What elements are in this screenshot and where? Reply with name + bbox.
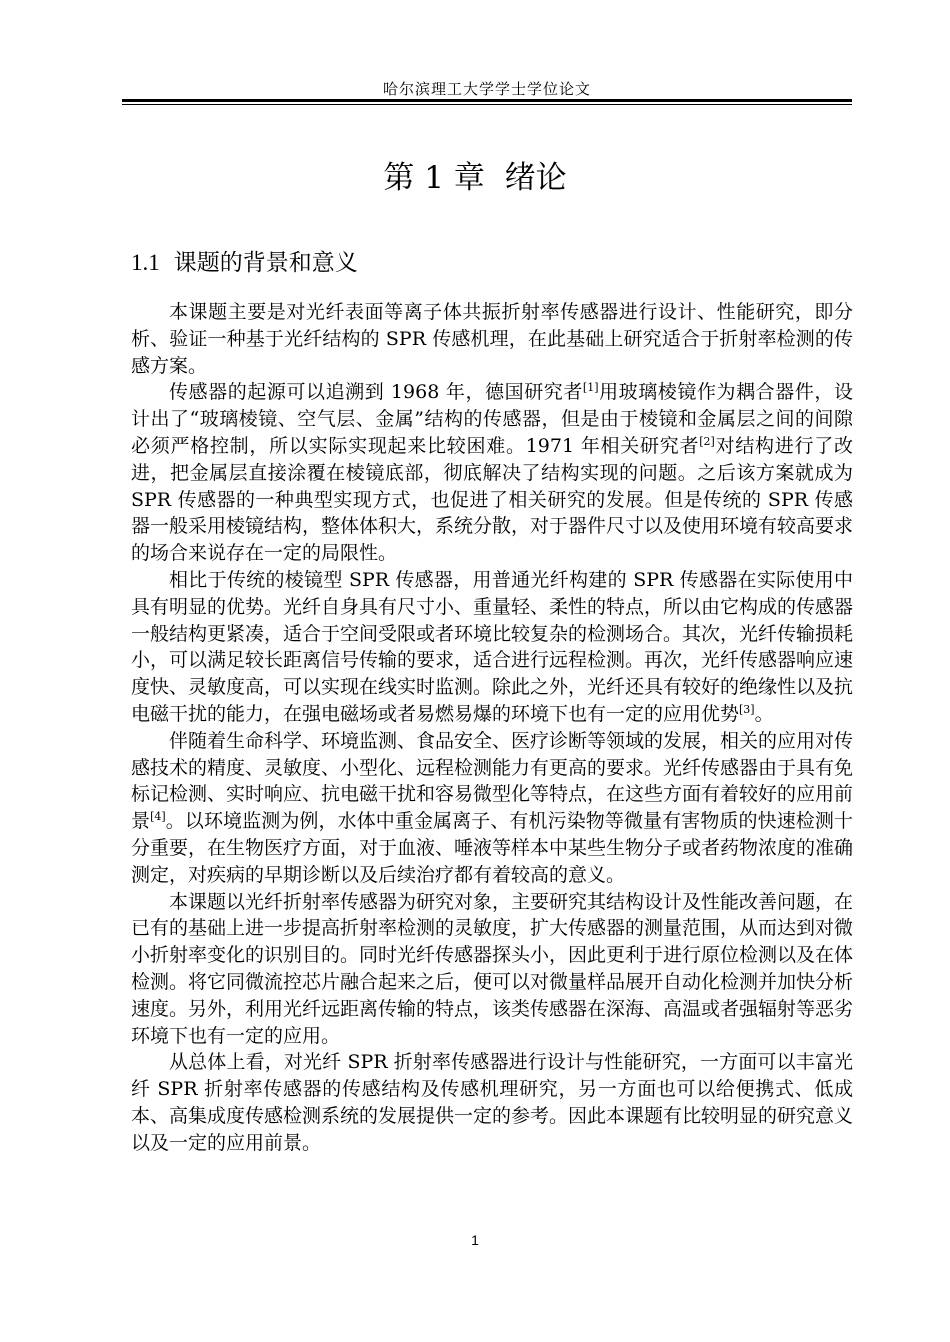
- paragraph-text: 对结构进行了改进，把金属层直接涂覆在棱镜底部，彻底解决了结构实现的问题。之后该方案就成为 SPR 传感器的一种典型实现方式，也促进了相关研究的发展。但是传统的 SPR 传感器一般采用棱镜结构，整体体积大，系统分散，对于器件尺寸以及使用环境有较高要求的场合来说存在一定的局限性。: [131, 434, 854, 565]
- body-text: [131, 299, 853, 1157]
- paragraph-text: 。以环境监测为例，水体中重金属离子、有机污染物等微量有害物质的快速检测十分重要，在生物医疗方面，对于血液、唾液等样本中某些生物分子或者药物浓度的准确测定，对疾病的早期诊断以及后续治疗都有着较高的意义。: [131, 810, 854, 886]
- paragraph: [131, 728, 853, 889]
- page-number: 1: [471, 1232, 479, 1248]
- header-rule-thick: [122, 99, 852, 102]
- paragraph: [131, 567, 853, 728]
- paragraph-text: 本课题以光纤折射率传感器为研究对象，主要研究其结构设计及性能改善问题，在已有的基础上进一步提高折射率检测的灵敏度，扩大传感器的测量范围，从而达到对微小折射率变化的识别目的。同时光纤传感器探头小，因此更利于进行原位检测以及在体检测。将它同微流控芯片融合起来之后，便可以对微量样品展开自动化检测并加快分析速度。另外，利用光纤远距离传输的特点，该类传感器在深海、高温或者强辐射等恶劣环境下也有一定的应用。: [131, 890, 854, 1047]
- section-number: 1.1: [131, 250, 160, 275]
- header-rule-thin: [122, 104, 852, 105]
- paragraph-text: 。: [754, 702, 774, 725]
- page-header: 哈尔滨理工大学学士学位论文: [382, 80, 591, 98]
- chapter-title: [0, 152, 950, 197]
- chapter-name: 绪论: [504, 160, 567, 196]
- paragraph-text: 从总体上看，对光纤 SPR 折射率传感器进行设计与性能研究，一方面可以丰富光纤 SPR 折射率传感器的传感结构及传感机理研究，另一方面也可以给便携式、低成本、高集成度传感检测系统的发展提供一定的参考。因此本课题有比较明显的研究意义以及一定的应用前景。: [131, 1051, 854, 1154]
- paragraph: [131, 889, 853, 1050]
- paragraph: [131, 299, 853, 379]
- paragraph: [131, 1049, 853, 1156]
- paragraph-text: 相比于传统的棱镜型 SPR 传感器，用普通光纤构建的 SPR 传感器在实际使用中具有明显的优势。光纤自身具有尺寸小、重量轻、柔性的特点，所以由它构成的传感器一般结构更紧凑，适合于空间受限或者环境比较复杂的检测场合。其次，光纤传输损耗小，可以满足较长距离信号传输的要求，适合进行远程检测。再次，光纤传感器响应速度快、灵敏度高，可以实现在线实时监测。除此之外，光纤还具有较好的绝缘性以及抗电磁干扰的能力，在强电磁场或者易燃易爆的环境下也有一定的应用优势: [131, 568, 854, 725]
- paragraph-text: 传感器的起源可以追溯到 1968 年，德国研究者: [169, 381, 583, 404]
- citation-ref: [4]: [150, 810, 166, 824]
- paragraph-text: 伴随着生命科学、环境监测、食品安全、医疗诊断等领域的发展，相关的应用对传感技术的精度、灵敏度、小型化、远程检测能力有更高的要求。光纤传感器由于具有免标记检测、实时响应、抗电磁干扰和容易微型化等特点，在这些方面有着较好的应用前景: [131, 729, 854, 833]
- citation-ref: [2]: [699, 434, 715, 448]
- citation-ref: [3]: [739, 702, 755, 716]
- paragraph: [131, 379, 853, 567]
- section-name: 课题的背景和意义: [173, 250, 358, 276]
- section-heading: [131, 244, 358, 277]
- chapter-number: 第 1 章: [383, 160, 485, 196]
- paragraph-text: 本课题主要是对光纤表面等离子体共振折射率传感器进行设计、性能研究，即分析、验证一种基于光纤结构的 SPR 传感机理，在此基础上研究适合于折射率检测的传感方案。: [131, 301, 853, 377]
- citation-ref: [1]: [582, 381, 599, 395]
- paragraph-text: 用玻璃棱镜作为耦合器件，设计出了“玻璃棱镜、空气层、金属”结构的传感器，但是由于棱镜和金属层之间的间隙必须严格控制，所以实际实现起来比较困难。1971 年相关研究者: [131, 381, 853, 457]
